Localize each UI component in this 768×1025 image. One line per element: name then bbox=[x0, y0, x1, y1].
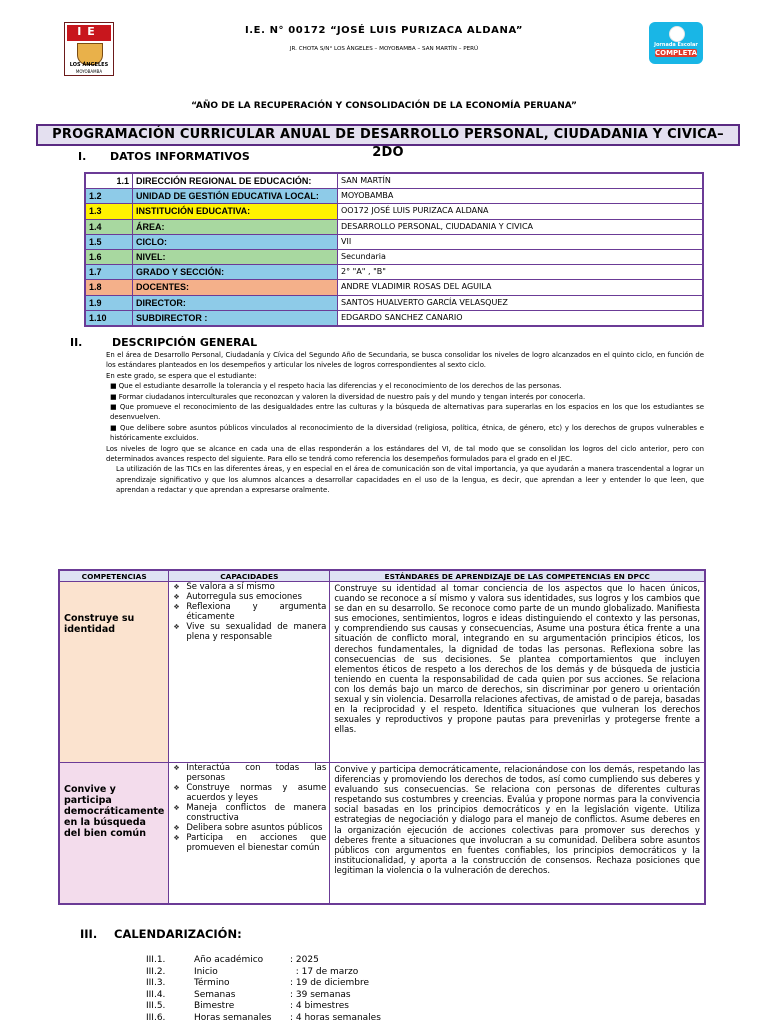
capacity-item: ❖ Vive su sexualidad de manera plena y responsable bbox=[169, 622, 329, 642]
table-row bbox=[85, 234, 703, 249]
info-table bbox=[84, 172, 704, 327]
description-bullet: ■ Formar ciudadanos interculturales que reconozcan y valoren la diversidad de nuestro país y del mundo y tengan interés por conocerla. bbox=[110, 392, 586, 401]
info-value: EDGARDO SANCHEZ CANARIO bbox=[338, 310, 704, 326]
header-competencias: COMPETENCIAS bbox=[59, 570, 169, 582]
info-number: 1.4 bbox=[85, 219, 133, 234]
jec-logo-main: COMPLETA bbox=[655, 49, 698, 57]
calendar-label: Término bbox=[194, 978, 230, 989]
info-value: ANDRE VLADIMIR ROSAS DEL AGUILA bbox=[338, 280, 704, 295]
section-3-title: CALENDARIZACIÓN: bbox=[114, 927, 242, 941]
section-1-heading bbox=[78, 150, 250, 163]
info-label: DOCENTES: bbox=[133, 280, 338, 295]
info-value: OO172 JOSÉ LUIS PURIZACA ALDANA bbox=[338, 204, 704, 219]
calendar-value: : 4 horas semanales bbox=[290, 1012, 381, 1023]
info-number: 1.8 bbox=[85, 280, 133, 295]
school-address: JR. CHOTA S/N° LOS ÁNGELES – MOYOBAMBA – SAN MARTÍN – PERÚ bbox=[289, 46, 479, 52]
calendar-value: : 17 de marzo bbox=[290, 966, 359, 977]
calendar-value: : 19 de diciembre bbox=[290, 978, 370, 989]
info-label: DIRECTOR: bbox=[133, 295, 338, 310]
table-row bbox=[85, 265, 703, 280]
calendar-label: Bimestre bbox=[194, 1001, 235, 1012]
table-row bbox=[85, 189, 703, 204]
competency-cell bbox=[59, 582, 169, 763]
section-2-title: DESCRIPCIÓN GENERAL bbox=[112, 336, 258, 349]
year-motto: “AÑO DE LA RECUPERACIÓN Y CONSOLIDACIÓN DE LA ECONOMÍA PERUANA” bbox=[191, 101, 577, 111]
table-row bbox=[85, 219, 703, 234]
list-item bbox=[146, 1001, 381, 1013]
capacity-item: ❖ Construye normas y asume acuerdos y leyes bbox=[169, 783, 329, 803]
info-number: 1.1 bbox=[85, 173, 133, 189]
calendar-label: Año académico bbox=[194, 955, 264, 965]
capacity-item: ❖ Reflexiona y argumenta éticamente bbox=[169, 602, 329, 622]
capacity-item: ❖ Participa en acciones que promueven el bienestar común bbox=[169, 833, 329, 853]
info-value: DESARROLLO PERSONAL, CIUDADANIA Y CIVICA bbox=[338, 219, 704, 234]
section-2-heading bbox=[70, 336, 257, 349]
capacity-item: ❖ Delibera sobre asuntos públicos bbox=[169, 823, 329, 833]
calendar-label: Inicio bbox=[194, 966, 218, 977]
info-value: SAN MARTÍN bbox=[338, 173, 704, 189]
list-item bbox=[146, 1013, 381, 1025]
info-number: 1.3 bbox=[85, 204, 133, 219]
section-1-title: DATOS INFORMATIVOS bbox=[110, 150, 250, 163]
section-1-number: I. bbox=[78, 150, 87, 163]
list-item bbox=[146, 978, 381, 990]
calendar-num: III.4. bbox=[146, 989, 166, 1000]
info-label: NIVEL: bbox=[133, 249, 338, 264]
standard-cell: Construye su identidad al tomar conciencia de los aspectos que lo hacen únicos, cuando se reconoce a sí mismo y valora sus identidades, sus logros y los cambios que se dan en su desarrollo. Se reconoce como parte de un mundo globalizado. Manifiesta sus emociones, sentimientos, logros e ideas distinguiendo el contexto y las personas, y comprendiendo sus causas y consecuencias, Asume una postura ética frente a una situación de conflicto moral, integrando en su argumentación principios éticos, los derechos fundamentales, la dignidad de todas las personas. Reflexiona sobre las consecuencias de sus decisiones. Se plantea comportamientos que incluyen elementos éticos de respeto a los derechos de los demás y de búsqueda de justicia teniendo en cuenta la responsabilidad de cada quien por sus acciones. Se relaciona con los demás bajo un marco de derechos, sin discriminar por genero u orientación sexual y sin violencia. Desarrolla relaciones afectivas, de amistad o de pareja, basadas en la reciprocidad y el respeto. Identifica situaciones que vulneran los derechos sexuales y reproductivos y propone pautas para prevenirlas y protegerse frente a ellas. bbox=[330, 582, 705, 763]
info-number: 1.2 bbox=[85, 189, 133, 204]
info-label: INSTITUCIÓN EDUCATIVA: bbox=[133, 204, 338, 219]
header-capacidades: CAPACIDADES bbox=[169, 570, 330, 582]
capacity-item: ❖ Interactúa con todas las personas bbox=[169, 763, 329, 783]
standard-cell: Convive y participa democráticamente, relacionándose con los demás, respetando las diferencias y promoviendo los derechos de todos, así como cumpliendo sus deberes y evaluando sus consecuencias. Se relaciona con personas de diferentes culturas respetando sus costumbres y creencias. Evalúa y propone normas para la convivencia social basadas en los principios democráticos y en la legislación vigente. Utiliza estrategias de negociación y dialogo para el manejo de conflictos. Asume deberes en la organización ejecución de acciones colectivas para promover sus derechos y deberes frente a situaciones que involucran a su comunidad. Delibera sobre asuntos públicos con argumentos en fuentes confiables, los principios democráticos y la institucionalidad, y aporta a la construcción de consensos. Rechaza posiciones que legitiman la violencia o la vulneración de derechos. bbox=[330, 763, 705, 905]
info-number: 1.7 bbox=[85, 265, 133, 280]
header-estandares: ESTÁNDARES DE APRENDIZAJE DE LAS COMPETENCIAS EN DPCC bbox=[330, 570, 705, 582]
list-item bbox=[146, 955, 381, 967]
description-paragraph: En este grado, se espera que el estudiante: bbox=[106, 371, 257, 380]
list-item bbox=[146, 967, 381, 979]
description-paragraph: En el área de Desarrollo Personal, Ciudadanía y Cívica del Segundo Año de Secundaria, se busca consolidar los niveles de logro alcanzados en el quinto ciclo, en función de los estándares planteados en los desempeños y articular los niveles de logros correspondientes al sexto ciclo. bbox=[106, 351, 704, 370]
capacity-item: ❖ Maneja conflictos de manera constructiva bbox=[169, 803, 329, 823]
calendar-num: III.5. bbox=[146, 1001, 166, 1012]
section-3-heading bbox=[80, 927, 242, 941]
capacity-item: ❖ Se valora a sí mismo bbox=[169, 582, 329, 592]
logo-letters: IE bbox=[77, 25, 101, 38]
calendar-value: : 2025 bbox=[290, 955, 319, 965]
calendar-value: : 39 semanas bbox=[290, 989, 351, 1000]
table-row bbox=[85, 280, 703, 295]
calendar-num: III.1. bbox=[146, 955, 166, 965]
competency-cell bbox=[59, 763, 169, 905]
info-value: SANTOS HUALVERTO GARCÍA VELASQUEZ bbox=[338, 295, 704, 310]
info-label: ÁREA: bbox=[133, 219, 338, 234]
calendar-value: : 4 bimestres bbox=[290, 1001, 349, 1012]
info-label: SUBDIRECTOR : bbox=[133, 310, 338, 326]
section-3-number: III. bbox=[80, 927, 98, 941]
calendar-num: III.3. bbox=[146, 978, 166, 989]
calendar-label: Horas semanales bbox=[194, 1012, 272, 1023]
general-description bbox=[106, 350, 704, 496]
description-bullet: ■ Que delibere sobre asuntos públicos vinculados al reconocimiento de la diversidad (religiosa, política, étnica, de género, etc) y los derechos de grupos vulnerables e históricamente excluidos. bbox=[110, 423, 704, 443]
calendar-num: III.6. bbox=[146, 1012, 166, 1023]
table-row bbox=[85, 173, 703, 189]
logo-name: LOS ÁNGELES bbox=[69, 62, 109, 68]
list-item bbox=[146, 990, 381, 1002]
info-label: CICLO: bbox=[133, 234, 338, 249]
description-bullet: ■ Que promueve el reconocimiento de las desigualdades entre las culturas y la búsqueda de alternativas para superarlas en los espacios en los que los estudiantes se desenvuelven. bbox=[110, 403, 704, 422]
capacities-cell bbox=[169, 582, 330, 763]
info-number: 1.6 bbox=[85, 249, 133, 264]
info-label: DIRECCIÓN REGIONAL DE EDUCACIÓN: bbox=[133, 173, 338, 189]
calendar-label: Semanas bbox=[194, 989, 236, 1000]
table-row bbox=[85, 204, 703, 219]
info-value: MOYOBAMBA bbox=[338, 189, 704, 204]
info-label: UNIDAD DE GESTIÓN EDUCATIVA LOCAL: bbox=[133, 189, 338, 204]
info-label: GRADO Y SECCIÓN: bbox=[133, 265, 338, 280]
info-value: 2° "A" , "B" bbox=[338, 265, 704, 280]
competencies-table bbox=[58, 569, 706, 905]
capacity-item: ❖ Autorregula sus emociones bbox=[169, 592, 329, 602]
table-row bbox=[85, 295, 703, 310]
description-paragraph: La utilización de las TICs en las diferentes áreas, y en especial en el área de comunicación son de vital importancia, ya que ayudarán a manera trascendental a lograr un aprendizaje significativo y que los alumnos alcances a desarrollar capacidades en el uso de la lengua, es decir, que aprendan a leer y entender lo que leen, que aprendan a redactar y que aprendan a expresarse oralmente. bbox=[116, 465, 704, 495]
document-title: PROGRAMACIÓN CURRICULAR ANUAL DE DESARROLLO PERSONAL, CIUDADANIA Y CIVICA– 2DO bbox=[36, 124, 740, 146]
calendar-num: III.2. bbox=[146, 966, 166, 977]
table-row bbox=[59, 763, 705, 905]
info-value: VII bbox=[338, 234, 704, 249]
info-number: 1.9 bbox=[85, 295, 133, 310]
table-row bbox=[85, 249, 703, 264]
jec-logo-top: Jornada Escolar bbox=[654, 42, 698, 48]
school-name: I.E. N° 00172 “JOSÉ LUIS PURIZACA ALDANA” bbox=[244, 25, 524, 36]
description-bullet: ■ Que el estudiante desarrolle la tolerancia y el respeto hacia las diferencias y el reconocimiento de los derechos de las personas. bbox=[110, 382, 562, 391]
description-paragraph: Los niveles de logro que se alcance en cada una de ellas responderán a los estándares del VI, de tal modo que se consolidan los logros del ciclo anterior, pero con determinados avances respecto del siguiente. Para ello se tendrá como referencia los desempeños formulados para el grado en el JEC. bbox=[106, 444, 704, 464]
info-number: 1.10 bbox=[85, 310, 133, 326]
table-row bbox=[59, 582, 705, 763]
info-number: 1.5 bbox=[85, 234, 133, 249]
info-value: Secundaria bbox=[338, 249, 704, 264]
competency-name: Convive y participa democráticamente en la búsqueda del bien común bbox=[64, 784, 165, 839]
logo-city: MOYOBAMBA bbox=[75, 69, 103, 74]
section-2-number: II. bbox=[70, 336, 83, 349]
calendar-list bbox=[146, 955, 381, 1025]
capacities-cell bbox=[169, 763, 330, 905]
table-row bbox=[85, 310, 703, 326]
competency-name: Construye su identidad bbox=[64, 613, 135, 635]
